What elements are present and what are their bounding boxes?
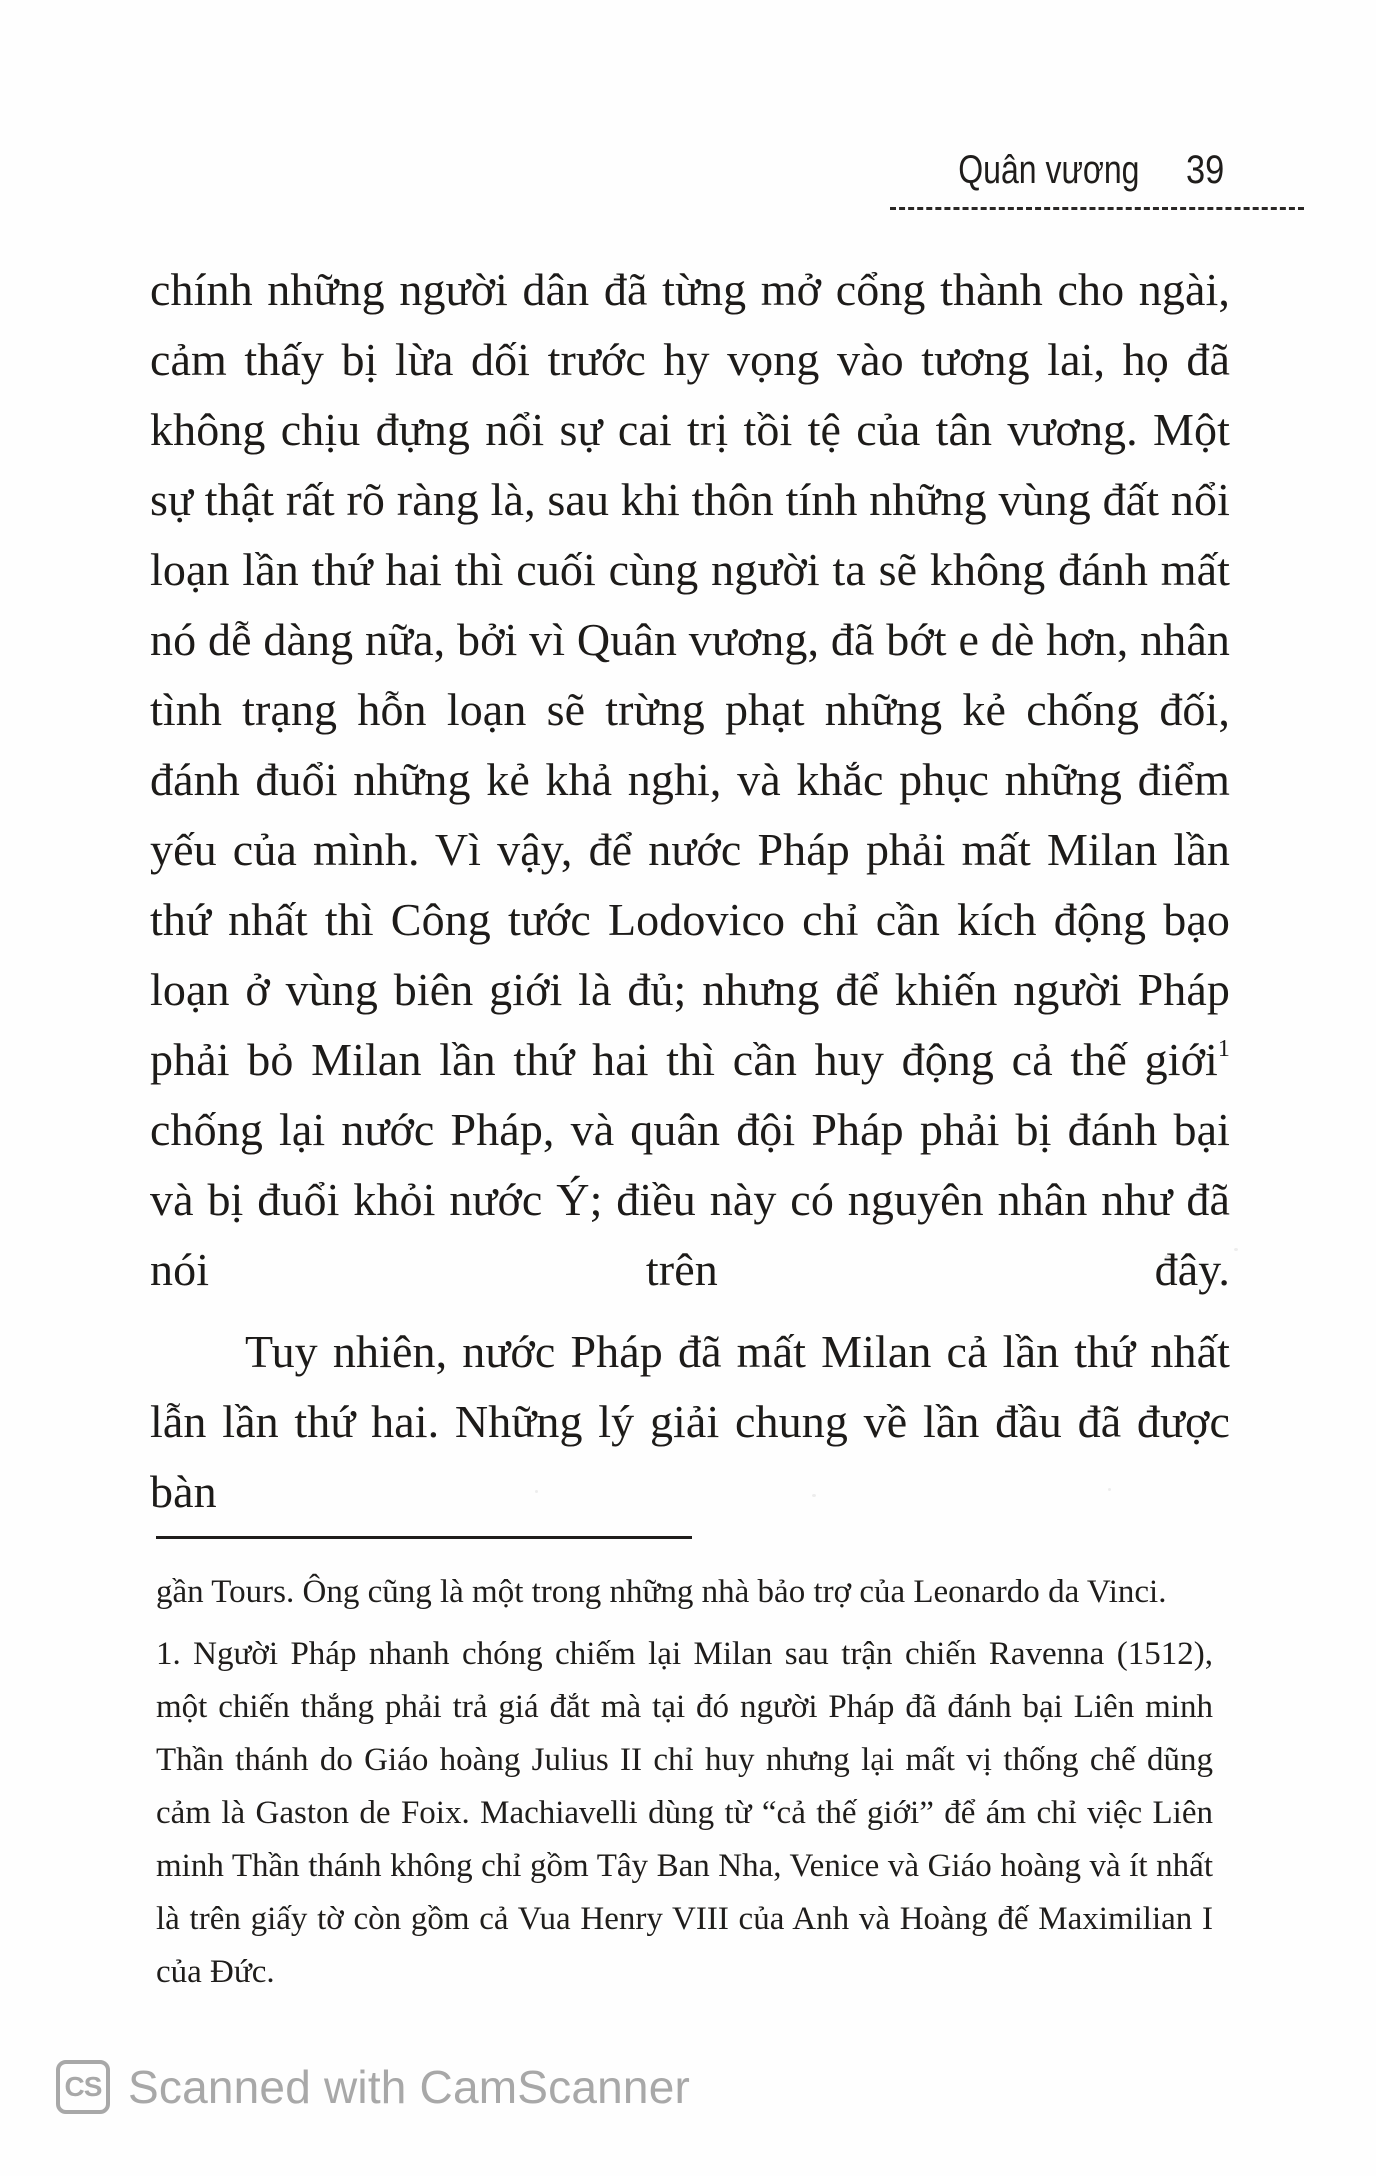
text-fragment: chống lại nước Pháp, và quân đội Pháp phải bị đánh [150,1104,1158,1155]
footnote-line: Anh và Hoàng đế Maximilian I của Đức. [156,1901,1213,1990]
text-line: bạo loạn ở vùng biên giới là đủ; nhưng để khiến người [150,894,1230,1015]
text-line: mất nó dễ dàng nữa, bởi vì Quân vương, đã bớt e dè hơn, [150,544,1230,665]
text-line: cảm thấy bị lừa dối trước hy vọng vào tương lai, họ đã [150,334,1230,385]
text-line: Pháp phải bỏ Milan lần thứ hai thì cần huy động cả thế [150,964,1230,1085]
footnotes [156,1566,1213,1999]
footnote-marker-1: 1 [1217,1035,1230,1062]
text-line: nổi loạn lần thứ hai thì cuối cùng người ta sẽ không đánh [150,474,1230,595]
running-header [890,150,1310,206]
paper-speck [1165,1255,1170,1259]
footnote-line: 1. Người Pháp nhanh chóng chiếm lại Milan sau trận chiến Ravenna [156,1636,1105,1672]
text-line: Tuy nhiên, nước Pháp đã mất Milan cả lần thứ nhất [245,1326,1230,1377]
text-line: lần thứ nhất thì Công tước Lodovico chỉ cần kích động [150,824,1230,945]
text-line: bại và bị đuổi khỏi nước Ý; điều này có nguyên nhân như [150,1104,1230,1225]
page-number: 39 [1185,148,1224,192]
dashed-header-rule [890,207,1304,210]
footnote-line: Liên minh Thần thánh do Giáo hoàng Julius II chỉ huy nhưng lại mất vị [156,1689,1214,1778]
footnote-line: để ám chỉ việc Liên minh Thần thánh không chỉ gồm Tây Ban Nha, Venice [156,1795,1213,1884]
text-line: đã nói trên đây. [150,1174,1231,1295]
footnote-continued [156,1566,1213,1619]
text-line: chính những người dân đã từng mở cổng thành cho ngài, [150,264,1230,315]
main-text [150,255,1230,1527]
paper-speck [1234,1248,1238,1251]
text-line: điểm yếu của mình. Vì vậy, để nước Pháp phải mất Milan [150,754,1231,875]
running-header-title: Quân vương [958,148,1140,192]
main-paragraph-new [150,1317,1230,1527]
paper-speck [535,1490,538,1493]
footnote-line: gần Tours. Ông cũng là một trong những nhà bảo trợ của Leonardo [156,1574,1040,1610]
main-paragraph-continued [150,255,1230,1305]
paper-speck [812,1494,816,1497]
text-line: không chịu đựng nổi sự cai trị tồi tệ của tân vương. Một [150,404,1230,455]
footnote-divider [156,1536,692,1539]
text-fragment: giới [1144,1034,1218,1085]
footnote-line: và Giáo hoàng và ít nhất là trên giấy tờ còn gồm cả Vua Henry VIII của [156,1848,1213,1937]
scanner-label: Scanned with CamScanner [128,2061,691,2113]
text-line: đối, đánh đuổi những kẻ khả nghi, và khắc phục những [150,684,1230,805]
footnote-line: thống chế dũng cảm là Gaston de Foix. Machiavelli dùng từ “cả thế giới” [156,1742,1213,1831]
footnote-1 [156,1628,1213,1999]
footnote-line: (1512), một chiến thắng phải trả giá đắt mà tại đó người Pháp đã đánh bại [156,1636,1213,1725]
text-line: lẫn lần thứ hai. Những lý giải chung về lần đầu đã được bàn [150,1396,1230,1517]
text-line: sự thật rất rõ ràng là, sau khi thôn tính những vùng đất [150,474,1160,525]
footnote-line: da Vinci. [1048,1574,1167,1610]
text-line: nhân tình trạng hỗn loạn sẽ trừng phạt những kẻ chống [150,614,1230,735]
paper-speck [1108,1488,1111,1491]
scanner-watermark [56,2052,690,2122]
camscanner-logo: CS [56,2060,110,2114]
